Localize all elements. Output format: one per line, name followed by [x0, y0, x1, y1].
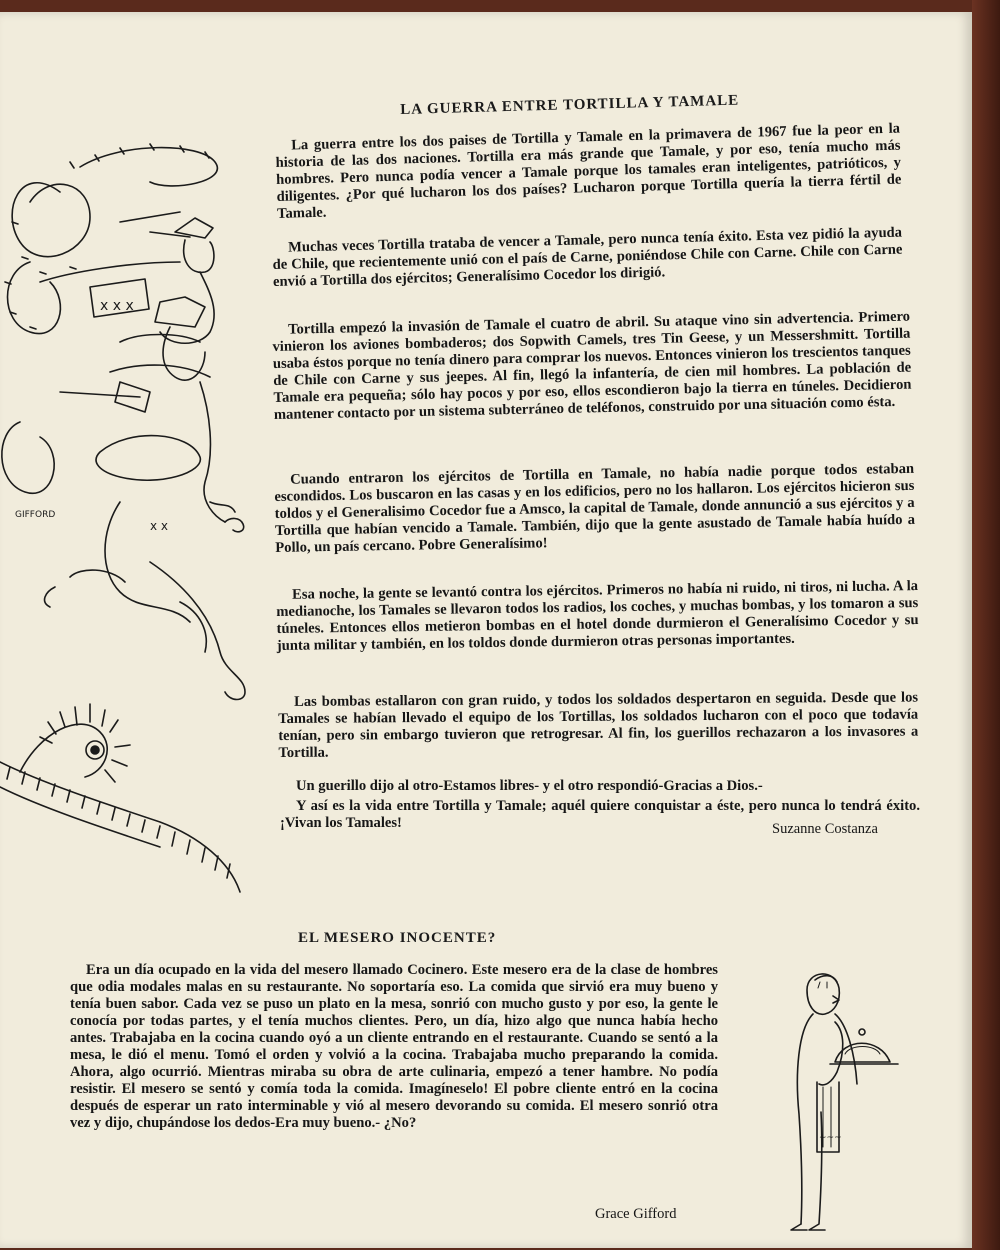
article1-author: Suzanne Costanza [772, 821, 878, 837]
caterpillar-illustration [0, 692, 260, 882]
svg-text:~~~: ~~~ [819, 1133, 842, 1143]
article1-paragraph: Las bombas estallaron con gran ruido, y todos los soldados despertaron en seguida. Desde que los Tamales se habían llevado el equipo de los Tortillas, los soldados lucharon con el poco que todavía tenían, pero sin embargo tuvieron que retrogresar. Al fin, los guerillos rechazaron a los invasores a Tortilla. [278, 689, 919, 761]
waiter-illustration [775, 962, 925, 1242]
article2-author: Grace Gifford [595, 1206, 677, 1222]
article-title-mesero: EL MESERO INOCENTE? [298, 930, 497, 946]
article1-paragraph: Tortilla empezó la invasión de Tamale el cuatro de abril. Su ataque vino sin advertencia. Primero vinieron los aviones bombaderos; dos Sopwith Camels, tres Tin Geese, y un Messershmitt. Tortilla usaba éstos porque no tenía dinero para comprar los nuevos. Entonces vinieron los trescientos tanques de Chile con Carne y sus jeepes. Al fin, llegó la infantería, de cien mil hombres. La población de Tamale era pequeña; sólo hay pocos y por eso, ellos escondieron bajo la tierra en túneles. Decidieron mantener contacto por un sistema subterráneo de teléfonos, construido por una situación como ésta. [272, 308, 912, 423]
book-page [0, 12, 972, 1248]
article1-paragraph: Muchas veces Tortilla trataba de vencer a Tamale, pero nunca tenía éxito. Esta vez pidió la ayuda de Chile, que recientemente unió con el país de Carne, poniéndose Chile con Carne. Chile con Carne envió a Tortilla dos ejércitos; Generalísimo Cocedor los dirigió. [272, 224, 903, 290]
article2-paragraph: Era un día ocupado en la vida del mesero llamado Cocinero. Este mesero era de la clase de hombres que odia modales malas en su restaurante. No soportaría eso. La comida que sirvió era muy bueno y tenía buen sabor. Cada vez se puso un plato en la mesa, sonrió con mucho gusto y por eso, la gente le conocía por todas partes, y el tenía muchos clientes. Pero, un día, hizo algo que nunca había hecho antes. Trabajaba en la cocina cuando oyó a un cliente entrando en el restaurante. Cuando se sentó a la mesa, le dió el menu. Tomó el orden y volvió a la cocina. Trabajaba mucho preparando la comida. Ahora, algo ocurrió. Mientras miraba su obra de arte culinaria, empezó a tener hambre. No podía resistir. El mesero se sentó y comía toda la comida. Imagíneselo! El pobre cliente entró en la cocina después de esperar un rato interminable y vió al mesero devorando su comida. El mesero sonrió otra vez y dijo, chupándose los dedos-Era muy bueno.- ¿No? [70, 962, 718, 1131]
svg-text:x x: x x [150, 519, 169, 533]
battle-sketch-illustration [0, 122, 260, 722]
book-edge [972, 0, 1000, 1250]
svg-text:x x x: x x x [100, 298, 134, 314]
article1-paragraph: Y así es la vida entre Tortilla y Tamale; aquél quiere conquistar a éste, pero nunca lo tendrá éxito. ¡Vivan los Tamales! [280, 798, 920, 831]
article-title-guerra: LA GUERRA ENTRE TORTILLA Y TAMALE [400, 92, 740, 118]
article1-paragraph: Esa noche, la gente se levantó contra los ejércitos. Primeros no había ni ruido, ni tiros, ni lucha. A la medianoche, los Tamales se llevaron todos los radios, los coches, y muchas bombas, y los tomaron a sus túneles. Entonces ellos metieron bombas en el hotel donde durmieron el Generalísimo Cocedor y su junta militar y también, en los toldos donde durmieron otras personas importantes. [276, 578, 919, 654]
article1-paragraph: La guerra entre los dos paises de Tortilla y Tamale en la primavera de 1967 fue la peor en la historia de las dos naciones. Tortilla era más grande que Tamale, y por eso, tenía mucho más hombres. Pero nunca podía vencer a Tamale porque los tamales eran inteligentes, patrióticos, y diligentes. ¿Por qué lucharon los dos países? Lucharon porque Tortilla quería la tierra fértil de Tamale. [275, 120, 902, 222]
article1-paragraph: Cuando entraron los ejércitos de Tortilla en Tamale, no había nadie porque todos estaban escondidos. Los buscaron en las casas y en los edificios, pero no los hallaron. Los ejércitos hicieron sus toldos y el Generalisimo Cocedor fue a Amsco, la capital de Tamale, donde annunció a sus ejércitos y a Tortilla que habían vencido a Tamale. También, dijo que la gente asustado de Tamale había huído a Pollo, un país cercano. Pobre Generalísimo! [274, 460, 916, 556]
article1-paragraph: Un guerillo dijo al otro-Estamos libres- y el otro respondió-Gracias a Dios.- [296, 778, 763, 794]
illustration-signature: GIFFORD [15, 510, 56, 520]
